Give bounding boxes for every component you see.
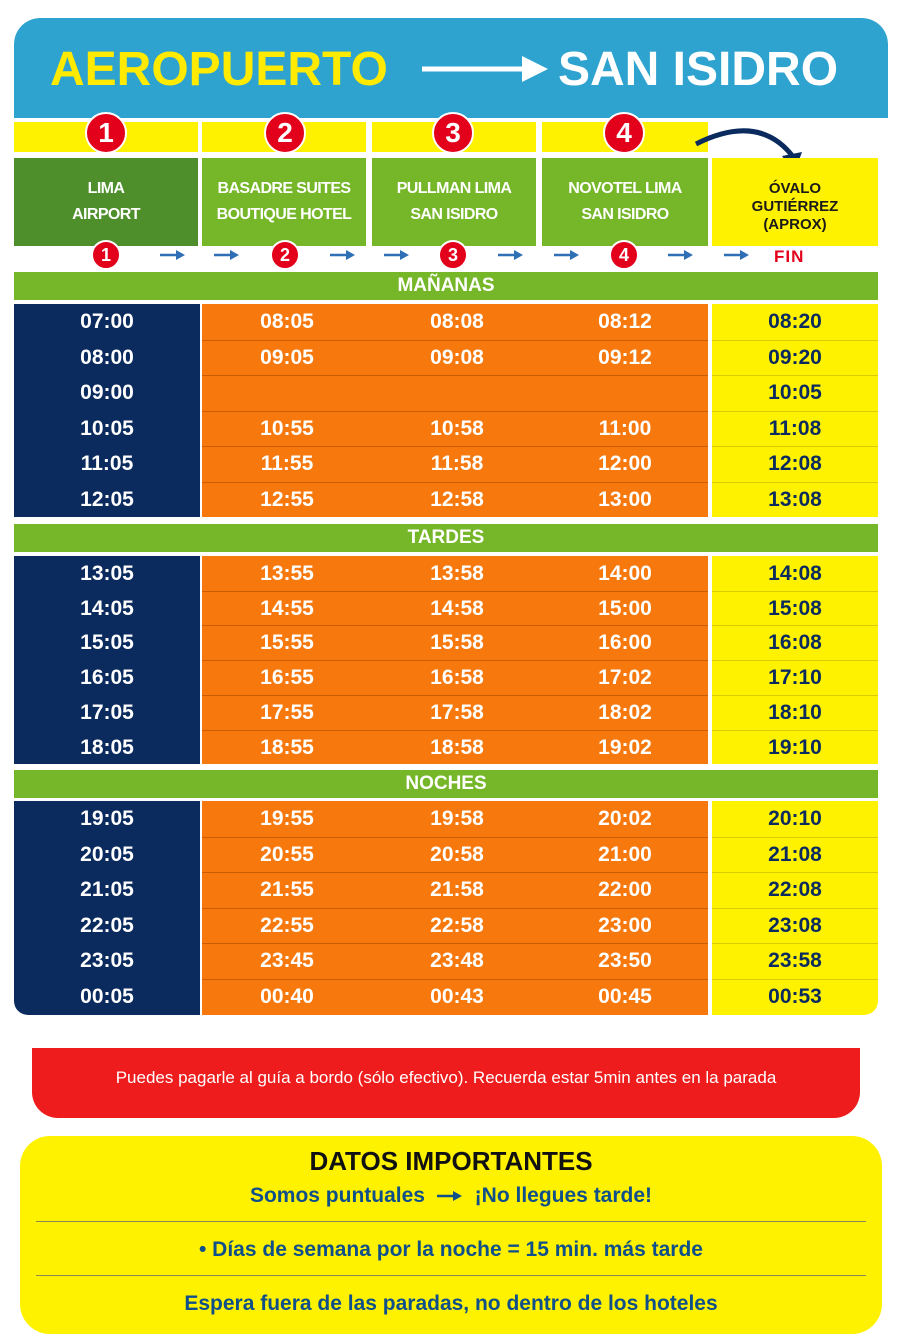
stop2-time: 19:55 [260, 807, 314, 830]
departure-time: 11:05 [80, 452, 134, 475]
important-info-box [20, 1136, 882, 1334]
table-row [14, 375, 878, 411]
stop4-time: 23:00 [598, 914, 652, 937]
table-row [14, 695, 878, 730]
stop3-time: 21:58 [430, 878, 484, 901]
departure-time: 15:05 [80, 630, 134, 654]
arrow-right-icon [554, 249, 580, 261]
stop4-time: 09:12 [598, 346, 652, 369]
arrival-time: 13:08 [768, 488, 822, 511]
arrow-right-icon [384, 249, 410, 261]
arrival-time: 22:08 [768, 878, 822, 901]
table-row [14, 872, 878, 908]
stop-name-line: SAN ISIDRO [581, 206, 669, 223]
stop-number-small: 3 [438, 240, 468, 270]
divider [36, 1221, 866, 1222]
stop-number-small: 4 [609, 240, 639, 270]
table-row [14, 556, 878, 591]
stop3-time: 19:58 [430, 807, 484, 830]
arrow-right-icon [330, 249, 356, 261]
stop3-time: 12:58 [430, 488, 484, 511]
stop3-time: 16:58 [430, 665, 484, 689]
section-block [14, 556, 878, 764]
arrival-time: 15:08 [768, 596, 822, 620]
stop-number-badge: 2 [264, 112, 306, 154]
table-row [14, 411, 878, 447]
stop-name-basadre [202, 158, 366, 246]
arrival-time: 17:10 [768, 665, 822, 689]
stop-name-line: NOVOTEL LIMA [568, 180, 682, 197]
punctuality-warning: ¡No llegues tarde! [474, 1184, 653, 1207]
table-row [14, 482, 878, 518]
stop-number-badge: 1 [85, 112, 127, 154]
table-row [14, 446, 878, 482]
stop-name-line: SAN ISIDRO [410, 206, 498, 223]
stop-name-line: AIRPORT [72, 206, 140, 223]
punctuality-text: Somos puntuales [249, 1184, 425, 1207]
stop-name-pullman [372, 158, 536, 246]
stop-name-line: BASADRE SUITES [217, 180, 351, 197]
arrival-time: 23:58 [768, 949, 822, 972]
stop4-time: 15:00 [598, 596, 652, 620]
table-row [14, 837, 878, 873]
arrival-time: 18:10 [768, 700, 822, 724]
stop2-time: 15:55 [260, 630, 314, 654]
stop3-time: 08:08 [430, 310, 484, 333]
stop4-time: 20:02 [598, 807, 652, 830]
arrival-time: 12:08 [768, 452, 822, 475]
table-row [14, 660, 878, 695]
stop-number-badge: 4 [603, 112, 645, 154]
departure-time: 21:05 [80, 878, 134, 901]
stop-name-line: LIMA [87, 180, 125, 197]
stop-name-line: PULLMAN LIMA [396, 180, 512, 197]
arrow-right-icon [724, 249, 750, 261]
important-title: DATOS IMPORTANTES [309, 1146, 593, 1176]
departure-time: 18:05 [80, 735, 134, 759]
table-row [14, 730, 878, 765]
arrival-time: 21:08 [768, 843, 822, 866]
end-label: FIN [774, 247, 805, 266]
arrow-right-icon [668, 249, 694, 261]
stop3-time: 14:58 [430, 596, 484, 620]
departure-time: 22:05 [80, 914, 134, 937]
stop4-time: 17:02 [598, 665, 652, 689]
stop2-time: 09:05 [260, 346, 314, 369]
stop-name-lima-airport [14, 158, 198, 246]
table-row [14, 625, 878, 660]
section-block [14, 304, 878, 517]
stop4-time: 11:00 [598, 417, 652, 440]
stop3-time: 15:58 [430, 630, 484, 654]
stop-number-badge: 3 [432, 112, 474, 154]
stop4-time: 16:00 [598, 630, 652, 654]
end-stop-ovalo [712, 158, 878, 246]
stop4-time: 13:00 [598, 488, 652, 511]
end-stop-line: ÓVALO [768, 180, 822, 197]
stop2-time: 23:45 [260, 949, 314, 972]
punctuality-line [20, 1184, 882, 1208]
arrival-time: 11:08 [768, 417, 822, 440]
stop2-time: 22:55 [260, 914, 314, 937]
table-row [14, 908, 878, 944]
arrival-time: 09:20 [768, 346, 822, 369]
stop-number-small: 1 [91, 240, 121, 270]
stop4-time: 00:45 [598, 985, 652, 1008]
end-stop-line: (APROX) [763, 216, 827, 233]
departure-time: 10:05 [80, 417, 134, 440]
stop2-time: 16:55 [260, 665, 314, 689]
arrival-time: 08:20 [768, 310, 822, 333]
table-row [14, 591, 878, 626]
departure-time: 09:00 [80, 381, 134, 404]
departure-time: 13:05 [80, 561, 134, 585]
stop3-time: 09:08 [430, 346, 484, 369]
divider [36, 1275, 866, 1276]
arrow-right-icon [437, 1190, 463, 1202]
section-block [14, 801, 878, 1015]
stop2-time: 13:55 [260, 561, 314, 585]
stop-name-line: BOUTIQUE HOTEL [216, 206, 352, 223]
arrival-time: 00:53 [768, 985, 822, 1008]
arrival-time: 19:10 [768, 735, 822, 759]
stop3-time: 20:58 [430, 843, 484, 866]
arrival-time: 23:08 [768, 914, 822, 937]
arrival-time: 16:08 [768, 630, 822, 654]
route-header [14, 18, 888, 118]
payment-notice: Puedes pagarle al guía a bordo (sólo efectivo). Recuerda estar 5min antes en la parada [32, 1048, 860, 1118]
departure-time: 20:05 [80, 843, 134, 866]
section-title: TARDES [14, 524, 878, 552]
route-destination: SAN ISIDRO [558, 43, 839, 96]
stop2-time: 10:55 [260, 417, 314, 440]
table-row [14, 801, 878, 837]
stop4-time: 23:50 [598, 949, 652, 972]
stop4-time: 18:02 [598, 700, 652, 724]
stop3-time [372, 375, 542, 411]
stop4-time: 21:00 [598, 843, 652, 866]
departure-time: 07:00 [80, 310, 134, 333]
arrival-time: 20:10 [768, 807, 822, 830]
departure-time: 12:05 [80, 488, 134, 511]
table-row [14, 979, 878, 1015]
stop2-time: 11:55 [260, 452, 314, 475]
stop4-time: 19:02 [598, 735, 652, 759]
section-title: MAÑANAS [14, 272, 878, 300]
stop4-time [542, 375, 708, 411]
stop3-time: 10:58 [430, 417, 484, 440]
stop2-time: 12:55 [260, 488, 314, 511]
stop2-time: 17:55 [260, 700, 314, 724]
stop-number-small: 2 [270, 240, 300, 270]
arrow-right-icon [422, 54, 550, 84]
arrival-time: 14:08 [768, 561, 822, 585]
stop3-time: 18:58 [430, 735, 484, 759]
stop2-time: 14:55 [260, 596, 314, 620]
departure-time: 14:05 [80, 596, 134, 620]
schedule-card [14, 18, 888, 1028]
departure-time: 19:05 [80, 807, 134, 830]
stop2-time: 20:55 [260, 843, 314, 866]
stop4-time: 22:00 [598, 878, 652, 901]
arrow-right-icon [214, 249, 240, 261]
arrow-right-icon [498, 249, 524, 261]
stop4-time: 12:00 [598, 452, 652, 475]
arrival-time: 10:05 [768, 381, 822, 404]
arrow-right-icon [160, 249, 186, 261]
end-stop-line: GUTIÉRREZ [751, 198, 839, 215]
stop2-time [202, 375, 372, 411]
stop2-time: 00:40 [260, 985, 314, 1008]
stop2-time: 21:55 [260, 878, 314, 901]
route-origin: AEROPUERTO [50, 43, 388, 96]
stop3-time: 11:58 [430, 452, 484, 475]
stop3-time: 00:43 [430, 985, 484, 1008]
section-title: NOCHES [14, 770, 878, 798]
stop-name-novotel [542, 158, 708, 246]
stop4-time: 08:12 [598, 310, 652, 333]
departure-time: 00:05 [80, 985, 134, 1008]
stop3-time: 13:58 [430, 561, 484, 585]
departure-time: 17:05 [80, 700, 134, 724]
wait-outside-note: Espera fuera de las paradas, no dentro de los hoteles [184, 1292, 718, 1315]
departure-time: 08:00 [80, 346, 134, 369]
stop3-time: 22:58 [430, 914, 484, 937]
departure-time: 23:05 [80, 949, 134, 972]
weekday-night-note: • Días de semana por la noche = 15 min. más tarde [199, 1238, 703, 1261]
table-row [14, 340, 878, 376]
table-row [14, 943, 878, 979]
stop2-time: 18:55 [260, 735, 314, 759]
table-row [14, 304, 878, 340]
stop4-time: 14:00 [598, 561, 652, 585]
stop3-time: 23:48 [430, 949, 484, 972]
departure-time: 16:05 [80, 665, 134, 689]
stop2-time: 08:05 [260, 310, 314, 333]
stop3-time: 17:58 [430, 700, 484, 724]
